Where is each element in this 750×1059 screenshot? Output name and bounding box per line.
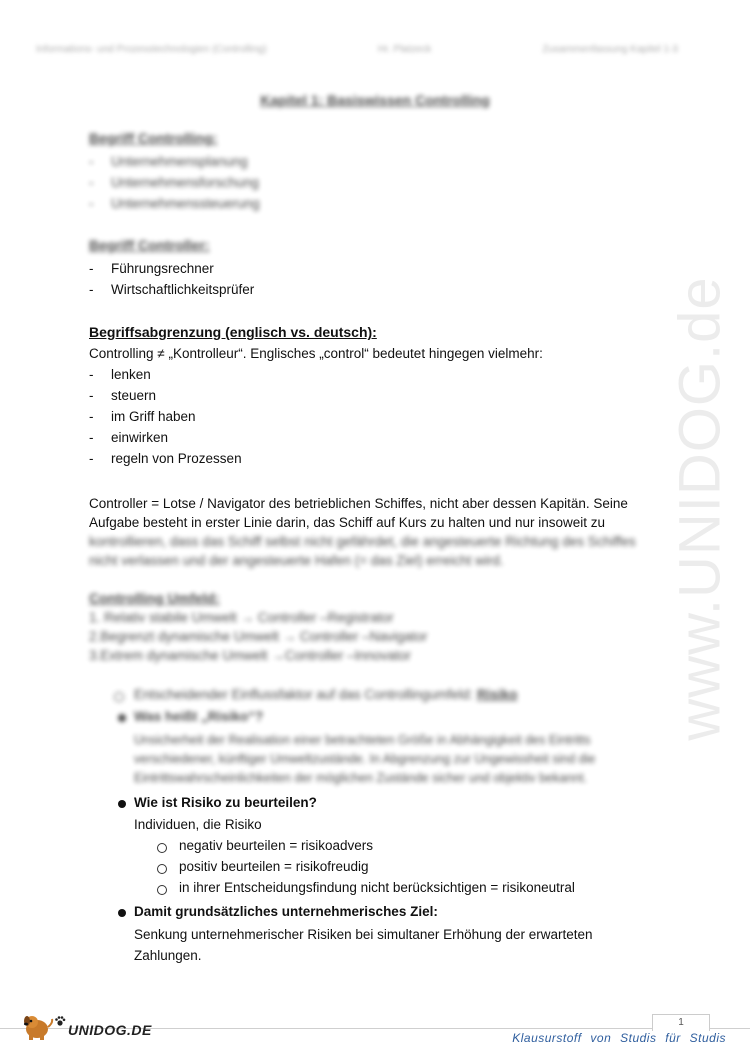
circle-bullet-icon [157,864,167,874]
list-item: 1. Relativ stabile Umwelt → Controller –Registrator [89,610,394,625]
list-item: - Führungsrechner [89,261,214,276]
header-center: Hr. Platzeck [377,44,432,55]
page-number: 1 [652,1014,710,1031]
question-ziel: Damit grundsätzliches unternehmerisches Ziel: [134,904,438,919]
section-begriff-controller [89,258,254,300]
list-item: - steuern [89,388,157,403]
unidog-logo [22,1011,152,1041]
abgrenzung-intro: Controlling ≠ „Kontrolleur“. Englisches „control“ bedeutet hingegen vielmehr: [89,346,543,361]
list-item: positiv beurteilen = risikofreudig [179,859,369,874]
watermark: www.UNIDOG.de [667,275,733,741]
section-begriff-controller-heading-wrap [89,237,210,258]
circle-bullet-icon [157,885,167,895]
answer-ziel: Senkung unternehmerischer Risiken bei simultaner Erhöhung der erwarteten Zahlungen. [134,927,593,963]
risiko-einfluss: Entscheidender Einflussfaktor auf das Controllingumfeld: Risiko [134,687,518,702]
section-heading: Begriffsabgrenzung (englisch vs. deutsch): [89,324,377,340]
page-title: Kapitel 1: Basiswissen Controlling [260,92,490,108]
section-begriff-controlling [89,130,260,214]
list-item: in ihrer Entscheidungsfindung nicht berücksichtigen = risikoneutral [179,880,575,895]
footer-slogan: Klausurstoff von Studis für Studis [512,1031,726,1045]
header-left: Informations- und Prozesstechnologien (Controlling) [36,44,267,55]
list-item: - Wirtschaftlichkeitsprüfer [89,282,255,297]
section-umfeld [89,590,427,665]
circle-bullet-icon [157,843,167,853]
answer-beurteilen-intro: Individuen, die Risiko [134,817,262,832]
paw-icon [54,1015,66,1027]
list-item: - regeln von Prozessen [89,451,242,466]
list-item: - Unternehmensplanung [89,154,248,169]
list-item: negativ beurteilen = risikoadvers [179,838,373,853]
list-item: - Unternehmenssteuerung [89,196,260,211]
list-item: - lenken [89,367,151,382]
header-right: Zusammenfassung Kapitel 1-3 [542,44,678,55]
list-item: 2.Begrenzt dynamische Umwelt → Controller –Navigator [89,629,428,644]
page-header [36,44,678,55]
bullet-icon [118,909,126,917]
question-risiko: Was heißt „Risiko“? [134,709,264,724]
logo-text: UNIDOG.DE [68,1022,152,1038]
controller-definition: Controller = Lotse / Navigator des betrieblichen Schiffes, nicht aber dessen Kapitän. Seine Aufgabe besteht in erster Linie darin, das Schiff auf Kurs zu halten und nur insoweit zu kontrollieren, dass das Schiff selbst nicht gefährdet, die angesteuerte Richtung des Schiffes nicht verlassen und der angesteuerte Hafen (= das Ziel) erreicht wird. [89,496,636,568]
question-beurteilen: Wie ist Risiko zu beurteilen? [134,795,317,810]
section-heading: Controlling Umfeld: [89,590,220,606]
bullet-icon [118,800,126,808]
list-item: - einwirken [89,430,169,445]
list-item: - Unternehmensforschung [89,175,259,190]
list-item: 3.Extrem dynamische Umwelt →Controller –Innovator [89,648,411,663]
answer-risiko: Unsicherheit der Realisation einer betrachteten Größe in Abhängigkeit des Eintritts verschiedener, künftiger Umweltzustände. In Abgrenzung zur Ungewissheit sind die Eintrittswahrscheinlichkeiten der möglichen Zustände sicher und objektiv bekannt. [134,733,596,785]
list-item: - im Griff haben [89,409,196,424]
section-heading: Begriff Controlling: [89,130,218,146]
circle-bullet-icon [114,692,124,702]
dog-icon [22,1011,54,1041]
bullet-icon [118,714,126,722]
section-heading: Begriff Controller: [89,237,210,253]
section-abgrenzung [89,324,543,469]
